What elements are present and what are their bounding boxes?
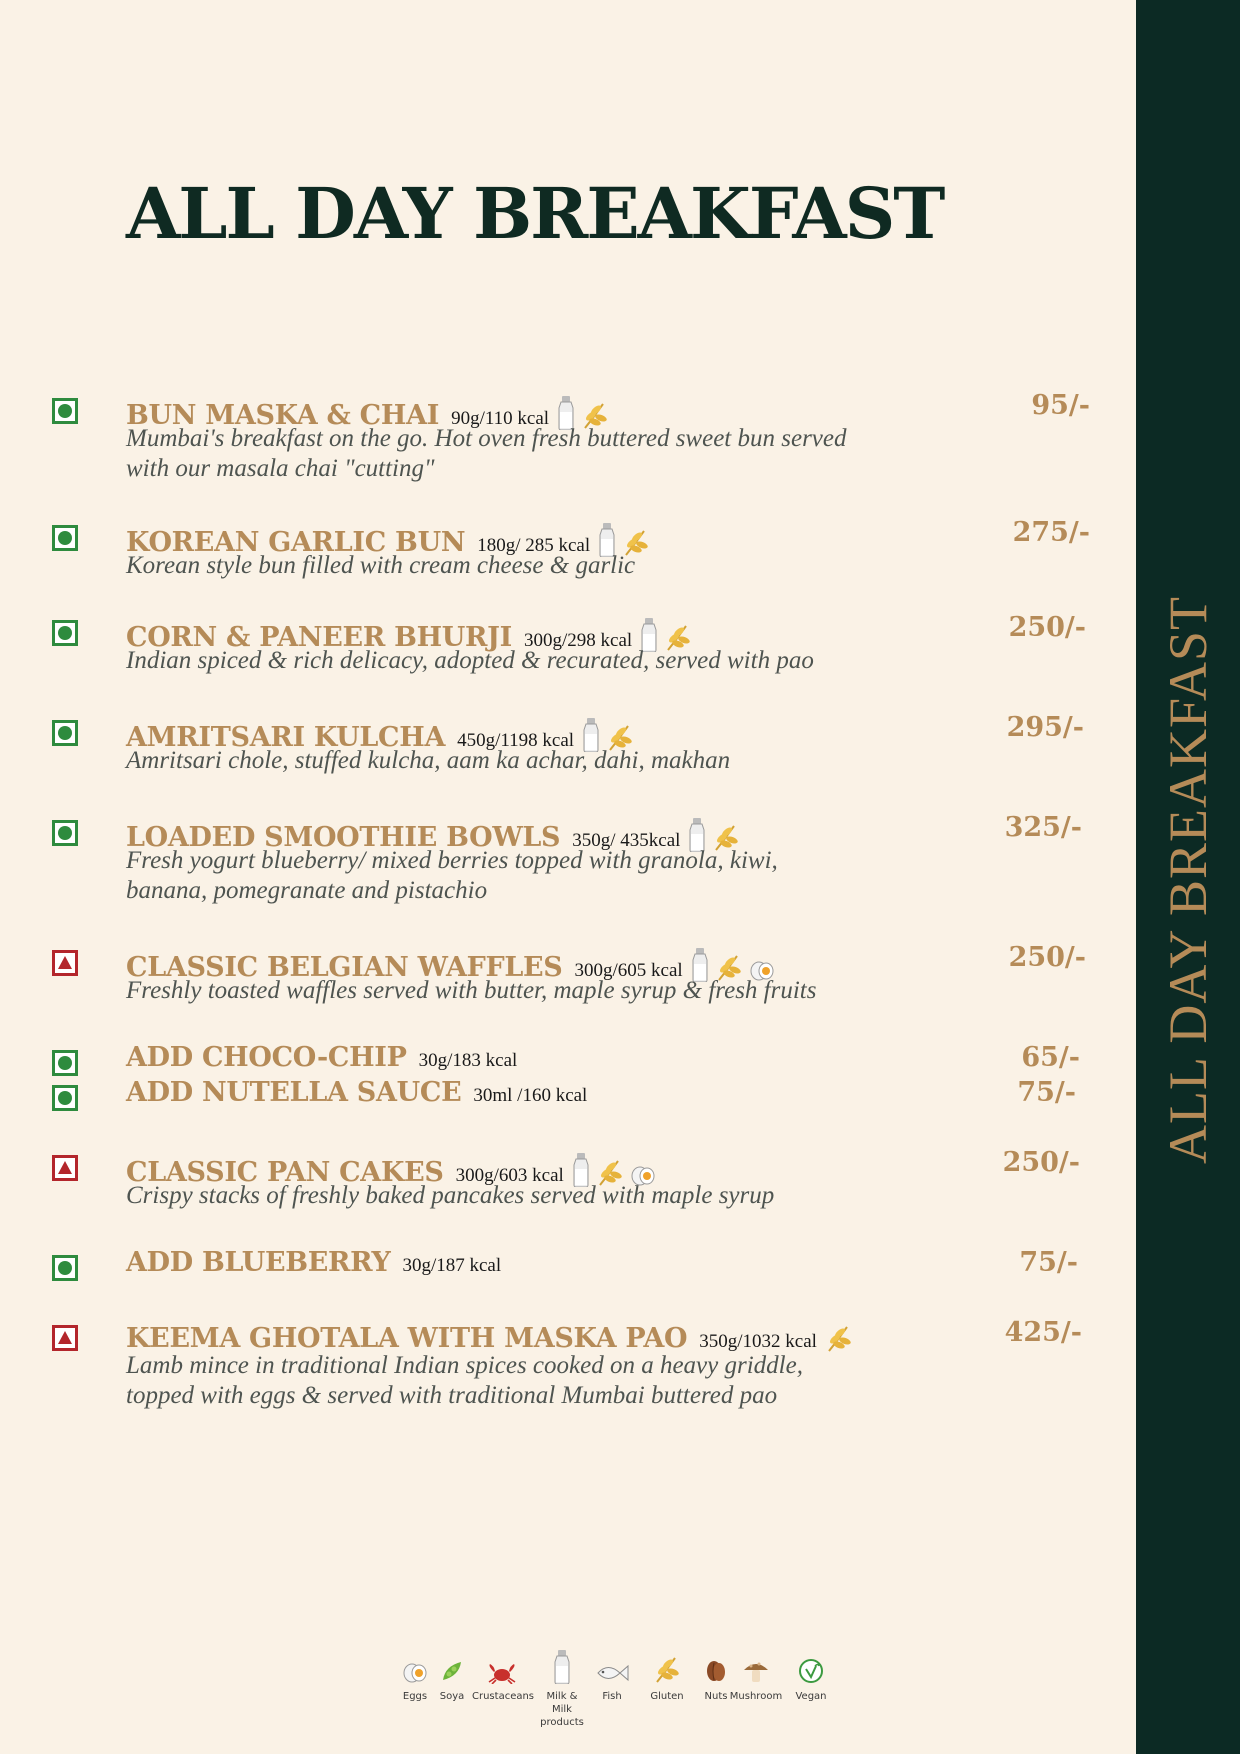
item-description — [126, 551, 635, 581]
item-price: 295/- — [1006, 712, 1084, 743]
legend-item — [582, 1648, 642, 1703]
item-kcal: 300g/298 kcal — [524, 630, 633, 651]
item-price: 95/- — [1031, 390, 1090, 421]
item-description — [126, 424, 847, 484]
allergen-icons — [825, 1323, 853, 1353]
vegan-icon — [781, 1648, 841, 1684]
item-description-line: topped with eggs & served with traditional Mumbai buttered pao — [126, 1382, 778, 1409]
item-description-line: Lamb mince in traditional Indian spices cooked on a heavy griddle, — [126, 1352, 803, 1379]
legend-item — [472, 1648, 535, 1703]
item-price: 425/- — [1004, 1317, 1082, 1348]
item-name: CORN & PANEER BHURJI — [126, 622, 512, 653]
item-name: LOADED SMOOTHIE BOWLS — [126, 822, 561, 853]
item-name: ADD BLUEBERRY — [126, 1247, 391, 1278]
veg-symbol-icon — [52, 398, 78, 424]
item-description — [126, 1351, 803, 1411]
item-price: 65/- — [1021, 1042, 1080, 1073]
item-description-line: Fresh yogurt blueberry/ mixed berries topped with granola, kiwi, — [126, 847, 778, 874]
veg-symbol-icon — [52, 720, 78, 746]
item-kcal: 300g/603 kcal — [455, 1165, 564, 1186]
item-description-line: Indian spiced & rich delicacy, adopted & recurated, served with pao — [126, 647, 814, 674]
item-name: AMRITSARI KULCHA — [126, 722, 446, 753]
veg-symbol-icon — [52, 1050, 78, 1076]
veg-symbol-icon — [52, 620, 78, 646]
item-price: 250/- — [1002, 1147, 1080, 1178]
item-description — [126, 976, 816, 1006]
item-description — [126, 846, 778, 906]
item-description — [126, 646, 814, 676]
item-description-line: Korean style bun filled with cream cheese & garlic — [126, 552, 636, 579]
allergen-legend — [385, 1648, 865, 1738]
legend-label: Soya — [439, 1691, 465, 1702]
nonveg-symbol-icon — [52, 950, 78, 976]
item-name: KEEMA GHOTALA WITH MASKA PAO — [126, 1323, 688, 1354]
veg-symbol-icon — [52, 525, 78, 551]
item-name: ADD NUTELLA SAUCE — [126, 1077, 462, 1108]
item-kcal: 30ml /160 kcal — [473, 1085, 588, 1106]
item-heading — [126, 1077, 587, 1108]
item-description — [126, 746, 730, 776]
item-name: CLASSIC BELGIAN WAFFLES — [126, 952, 563, 983]
nonveg-symbol-icon — [52, 1325, 78, 1351]
veg-symbol-icon — [52, 1255, 78, 1281]
legend-label: Eggs — [402, 1691, 428, 1702]
veg-symbol-icon — [52, 1085, 78, 1111]
item-kcal: 90g/110 kcal — [451, 408, 550, 429]
gluten-icon — [825, 1323, 853, 1353]
item-description-line: Mumbai's breakfast on the go. Hot oven fresh buttered sweet bun served — [126, 425, 847, 452]
item-kcal: 350g/1032 kcal — [699, 1331, 817, 1352]
item-price: 325/- — [1004, 812, 1082, 843]
mushroom-icon — [726, 1648, 786, 1684]
item-name: BUN MASKA & CHAI — [126, 400, 440, 431]
item-kcal: 450g/1198 kcal — [457, 730, 575, 751]
item-price: 250/- — [1008, 942, 1086, 973]
fish-icon — [582, 1648, 642, 1684]
item-kcal: 30g/187 kcal — [402, 1255, 502, 1276]
nonveg-symbol-icon — [52, 1155, 78, 1181]
veg-symbol-icon — [52, 820, 78, 846]
sidebar-title: ALL DAY BREAKFAST — [1158, 595, 1218, 1165]
item-price: 75/- — [1017, 1077, 1076, 1108]
item-heading — [126, 1247, 501, 1278]
item-kcal: 350g/ 435kcal — [572, 830, 681, 851]
item-name: CLASSIC PAN CAKES — [126, 1157, 444, 1188]
item-kcal: 30g/183 kcal — [418, 1050, 518, 1071]
item-price: 75/- — [1019, 1247, 1078, 1278]
crustaceans-icon — [472, 1648, 532, 1684]
legend-label: Gluten — [650, 1691, 684, 1702]
legend-label: Mushroom — [729, 1691, 783, 1702]
item-heading — [126, 1317, 853, 1354]
legend-item — [781, 1648, 841, 1703]
legend-label: Milk & Milk products — [540, 1691, 584, 1728]
item-name: ADD CHOCO-CHIP — [126, 1042, 407, 1073]
item-description-line: Amritsari chole, stuffed kulcha, aam ka achar, dahi, makhan — [126, 747, 731, 774]
item-heading — [126, 1042, 517, 1073]
sidebar-band — [1136, 0, 1240, 1754]
item-description-line: banana, pomegranate and pistachio — [126, 877, 488, 904]
item-description-line: Crispy stacks of freshly baked pancakes served with maple syrup — [126, 1182, 775, 1209]
legend-label: Fish — [602, 1691, 622, 1702]
item-kcal: 180g/ 285 kcal — [477, 535, 591, 556]
item-price: 250/- — [1008, 612, 1086, 643]
legend-item — [726, 1648, 786, 1703]
item-description-line: Freshly toasted waffles served with butter, maple syrup & fresh fruits — [126, 977, 817, 1004]
legend-label: Nuts — [704, 1691, 728, 1702]
item-description — [126, 1181, 774, 1211]
legend-label: Crustaceans — [472, 1691, 535, 1702]
legend-label: Vegan — [795, 1691, 827, 1702]
item-description-line: with our masala chai "cutting" — [126, 455, 435, 482]
item-price: 275/- — [1012, 517, 1090, 548]
page-title: ALL DAY BREAKFAST — [126, 172, 944, 255]
item-name: KOREAN GARLIC BUN — [126, 527, 466, 558]
item-kcal: 300g/605 kcal — [574, 960, 683, 981]
